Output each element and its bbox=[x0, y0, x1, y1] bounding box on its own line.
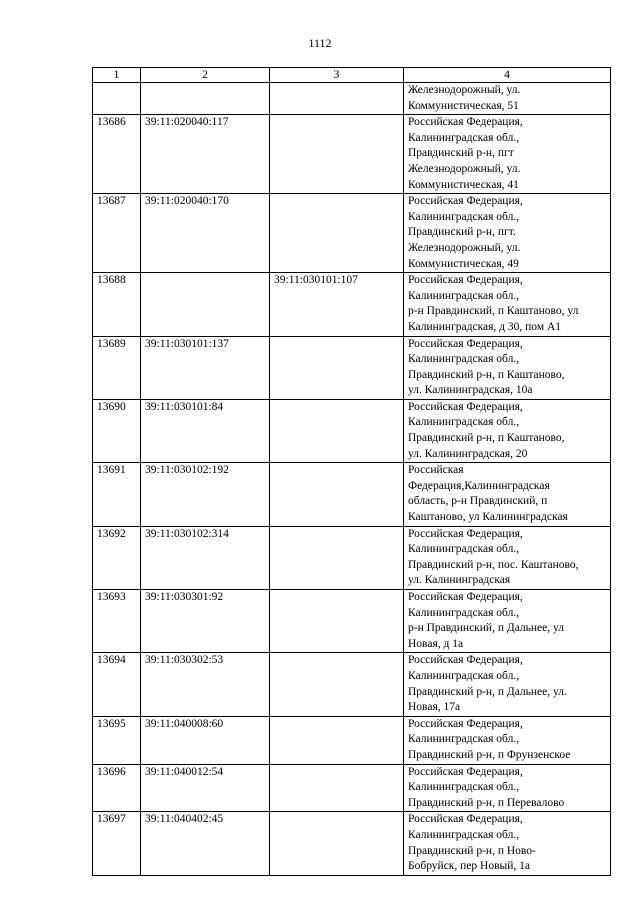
registry-table bbox=[92, 67, 611, 876]
cadastral-number: 39:11:030101:84 bbox=[141, 399, 270, 462]
address: Российская Федерация, Калининградская обл., Правдинский р-н, п Каштаново, ул. Калининградская, 10а bbox=[404, 336, 611, 399]
cadastral-number: 39:11:020040:170 bbox=[141, 194, 270, 273]
address: Российская Федерация, Калининградская обл., р-н Правдинский, п Дальнее, ул Новая, д 1а bbox=[404, 590, 611, 653]
cadastral-number-2 bbox=[270, 526, 404, 589]
cadastral-number bbox=[141, 83, 270, 115]
table-row bbox=[93, 115, 611, 194]
address: Российская Федерация, Калининградская обл., Правдинский р-н, пос. Каштаново, ул. Калининградская bbox=[404, 526, 611, 589]
cadastral-number-2 bbox=[270, 83, 404, 115]
column-header-4: 4 bbox=[404, 68, 611, 83]
page-number: 1112 bbox=[308, 36, 332, 50]
cadastral-number-2 bbox=[270, 194, 404, 273]
cadastral-number: 39:11:040402:45 bbox=[141, 812, 270, 875]
record-number: 13690 bbox=[93, 399, 141, 462]
record-number bbox=[93, 83, 141, 115]
cadastral-number: 39:11:030302:53 bbox=[141, 653, 270, 716]
table-row bbox=[93, 273, 611, 336]
record-number: 13686 bbox=[93, 115, 141, 194]
record-number: 13696 bbox=[93, 764, 141, 812]
cadastral-number: 39:11:030102:192 bbox=[141, 463, 270, 526]
address: Российская Федерация,Калининградская область, р-н Правдинский, п Каштаново, ул Калининградская bbox=[404, 463, 611, 526]
address: Российская Федерация, Калининградская обл., Правдинский р-н, п Фрунзенское bbox=[404, 716, 611, 764]
record-number: 13697 bbox=[93, 812, 141, 875]
address: Российская Федерация, Калининградская обл., Правдинский р-н, п Перевалово bbox=[404, 764, 611, 812]
address: Российская Федерация, Калининградская обл., Правдинский р-н, п Ново- Бобруйск, пер Новый, 1а bbox=[404, 812, 611, 875]
cadastral-number-2 bbox=[270, 336, 404, 399]
record-number: 13691 bbox=[93, 463, 141, 526]
column-header-1: 1 bbox=[93, 68, 141, 83]
record-number: 13693 bbox=[93, 590, 141, 653]
cadastral-number-2: 39:11:030101:107 bbox=[270, 273, 404, 336]
table-row bbox=[93, 526, 611, 589]
cadastral-number: 39:11:040012:54 bbox=[141, 764, 270, 812]
cadastral-number: 39:11:020040:117 bbox=[141, 115, 270, 194]
record-number: 13694 bbox=[93, 653, 141, 716]
column-header-2: 2 bbox=[141, 68, 270, 83]
table-row bbox=[93, 764, 611, 812]
address: Российская Федерация, Калининградская обл., р-н Правдинский, п Каштаново, ул Калининградская, д 30, пом А1 bbox=[404, 273, 611, 336]
cadastral-number-2 bbox=[270, 716, 404, 764]
header-row bbox=[93, 68, 611, 83]
address: Российская Федерация, Калининградская обл., Правдинский р-н, п Каштаново, ул. Калининградская, 20 bbox=[404, 399, 611, 462]
cadastral-number: 39:11:030301:92 bbox=[141, 590, 270, 653]
table-row bbox=[93, 716, 611, 764]
cadastral-number: 39:11:030102:314 bbox=[141, 526, 270, 589]
cadastral-number-2 bbox=[270, 590, 404, 653]
table-row bbox=[93, 812, 611, 875]
address: Российская Федерация, Калининградская обл., Правдинский р-н, п Дальнее, ул. Новая, 17а bbox=[404, 653, 611, 716]
cadastral-number-2 bbox=[270, 812, 404, 875]
table-row bbox=[93, 653, 611, 716]
table-body bbox=[93, 83, 611, 876]
table-row bbox=[93, 336, 611, 399]
table-row bbox=[93, 399, 611, 462]
address: Железнодорожный, ул. Коммунистическая, 51 bbox=[404, 83, 611, 115]
cadastral-number-2 bbox=[270, 653, 404, 716]
record-number: 13687 bbox=[93, 194, 141, 273]
address: Российская Федерация, Калининградская обл., Правдинский р-н, пгт. Железнодорожный, ул. Коммунистическая, 49 bbox=[404, 194, 611, 273]
record-number: 13689 bbox=[93, 336, 141, 399]
record-number: 13688 bbox=[93, 273, 141, 336]
record-number: 13692 bbox=[93, 526, 141, 589]
table-row bbox=[93, 463, 611, 526]
record-number: 13695 bbox=[93, 716, 141, 764]
cadastral-number-2 bbox=[270, 115, 404, 194]
table-row bbox=[93, 83, 611, 115]
cadastral-number-2 bbox=[270, 399, 404, 462]
cadastral-number-2 bbox=[270, 764, 404, 812]
table-row bbox=[93, 194, 611, 273]
cadastral-number-2 bbox=[270, 463, 404, 526]
cadastral-number: 39:11:040008:60 bbox=[141, 716, 270, 764]
address: Российская Федерация, Калининградская обл., Правдинский р-н, пгт Железнодорожный, ул. Коммунистическая, 41 bbox=[404, 115, 611, 194]
cadastral-number: 39:11:030101:137 bbox=[141, 336, 270, 399]
column-header-3: 3 bbox=[270, 68, 404, 83]
table-row bbox=[93, 590, 611, 653]
cadastral-number bbox=[141, 273, 270, 336]
